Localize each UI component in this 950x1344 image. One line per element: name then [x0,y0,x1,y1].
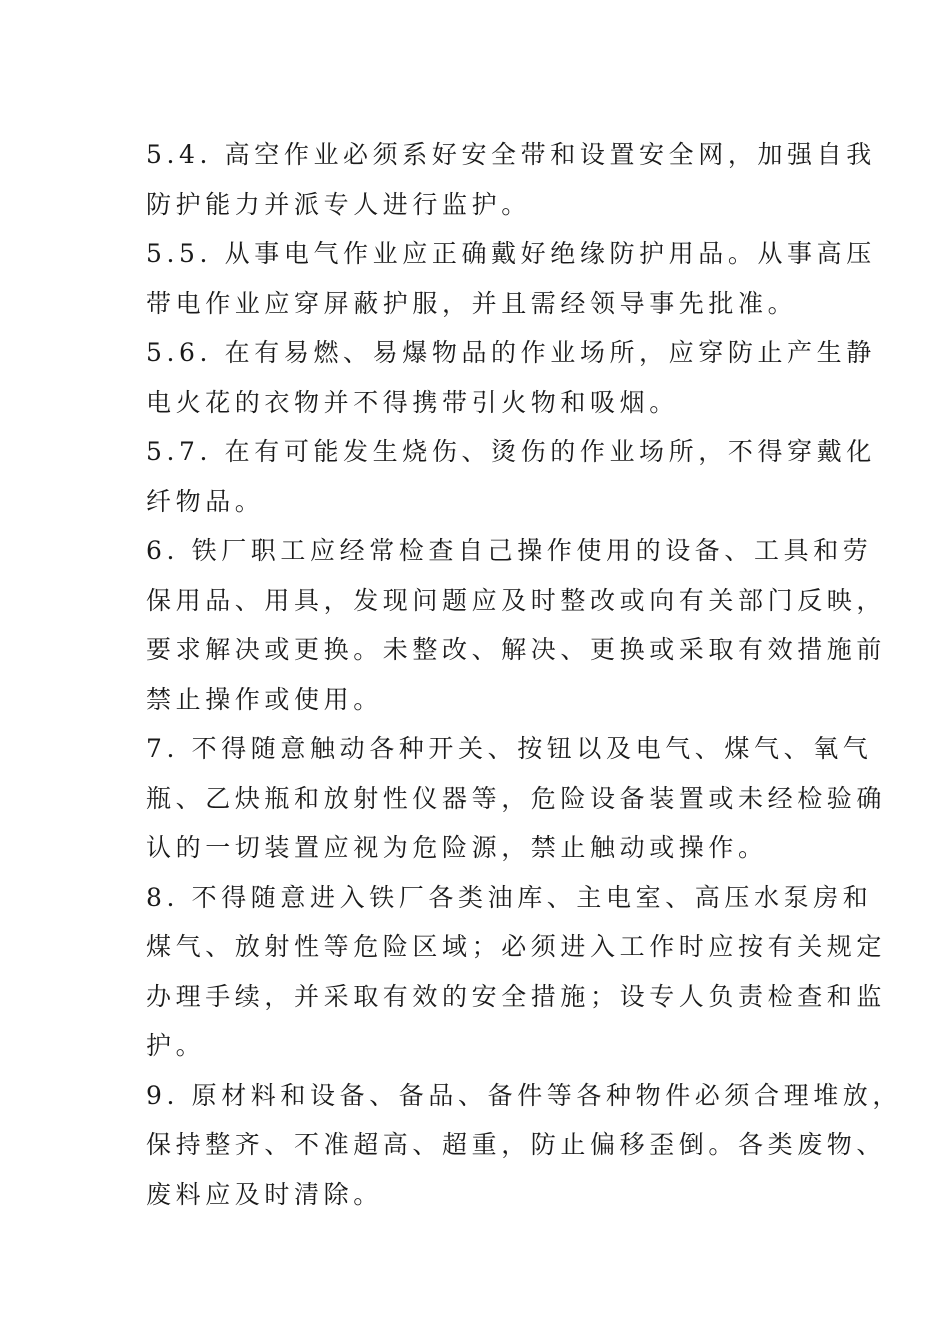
text-line: 8. 不得随意进入铁厂各类油库、主电室、高压水泵房和 [146,882,873,912]
text-line: 护。 [146,1031,206,1060]
text-line: 禁止操作或使用。 [146,684,383,714]
text-line: 保用品、用具，发现问题应及时整改或向有关部门反映， [146,585,887,615]
text-line: 9. 原材料和设备、备品、备件等各种物件必须合理堆放， [146,1080,903,1110]
text-line: 7. 不得随意触动各种开关、按钮以及电气、煤气、氧气 [146,734,873,763]
text-line: 要求解决或更换。未整改、解决、更换或采取有效措施前 [146,635,887,664]
text-line: 办理手续，并采取有效的安全措施；设专人负责检查和监 [146,981,887,1011]
text-line: 电火花的衣物并不得携带引火物和吸烟。 [146,387,679,417]
text-line: 纤物品。 [146,486,265,516]
text-line: 5.7. 在有可能发生烧伤、烫伤的作业场所，不得穿戴化 [146,437,876,466]
text-line: 认的一切装置应视为危险源，禁止触动或操作。 [146,833,768,862]
text-line: 防护能力并派专人进行监护。 [146,189,531,219]
text-line: 带电作业应穿屏蔽护服，并且需经领导事先批准。 [146,288,798,318]
text-line: 废料应及时清除。 [146,1179,383,1209]
document-body [146,130,903,1219]
text-line: 瓶、乙炔瓶和放射性仪器等，危险设备装置或未经检验确 [146,783,887,813]
text-line: 5.6. 在有易燃、易爆物品的作业场所，应穿防止产生静 [146,338,876,367]
text-line: 保持整齐、不准超高、超重，防止偏移歪倒。各类废物、 [146,1130,887,1159]
text-line: 煤气、放射性等危险区域；必须进入工作时应按有关规定 [146,932,887,961]
text-line: 5.5. 从事电气作业应正确戴好绝缘防护用品。从事高压 [146,239,876,268]
text-line: 5.4. 高空作业必须系好安全带和设置安全网，加强自我 [146,140,876,169]
text-line: 6. 铁厂职工应经常检查自己操作使用的设备、工具和劳 [146,536,873,565]
